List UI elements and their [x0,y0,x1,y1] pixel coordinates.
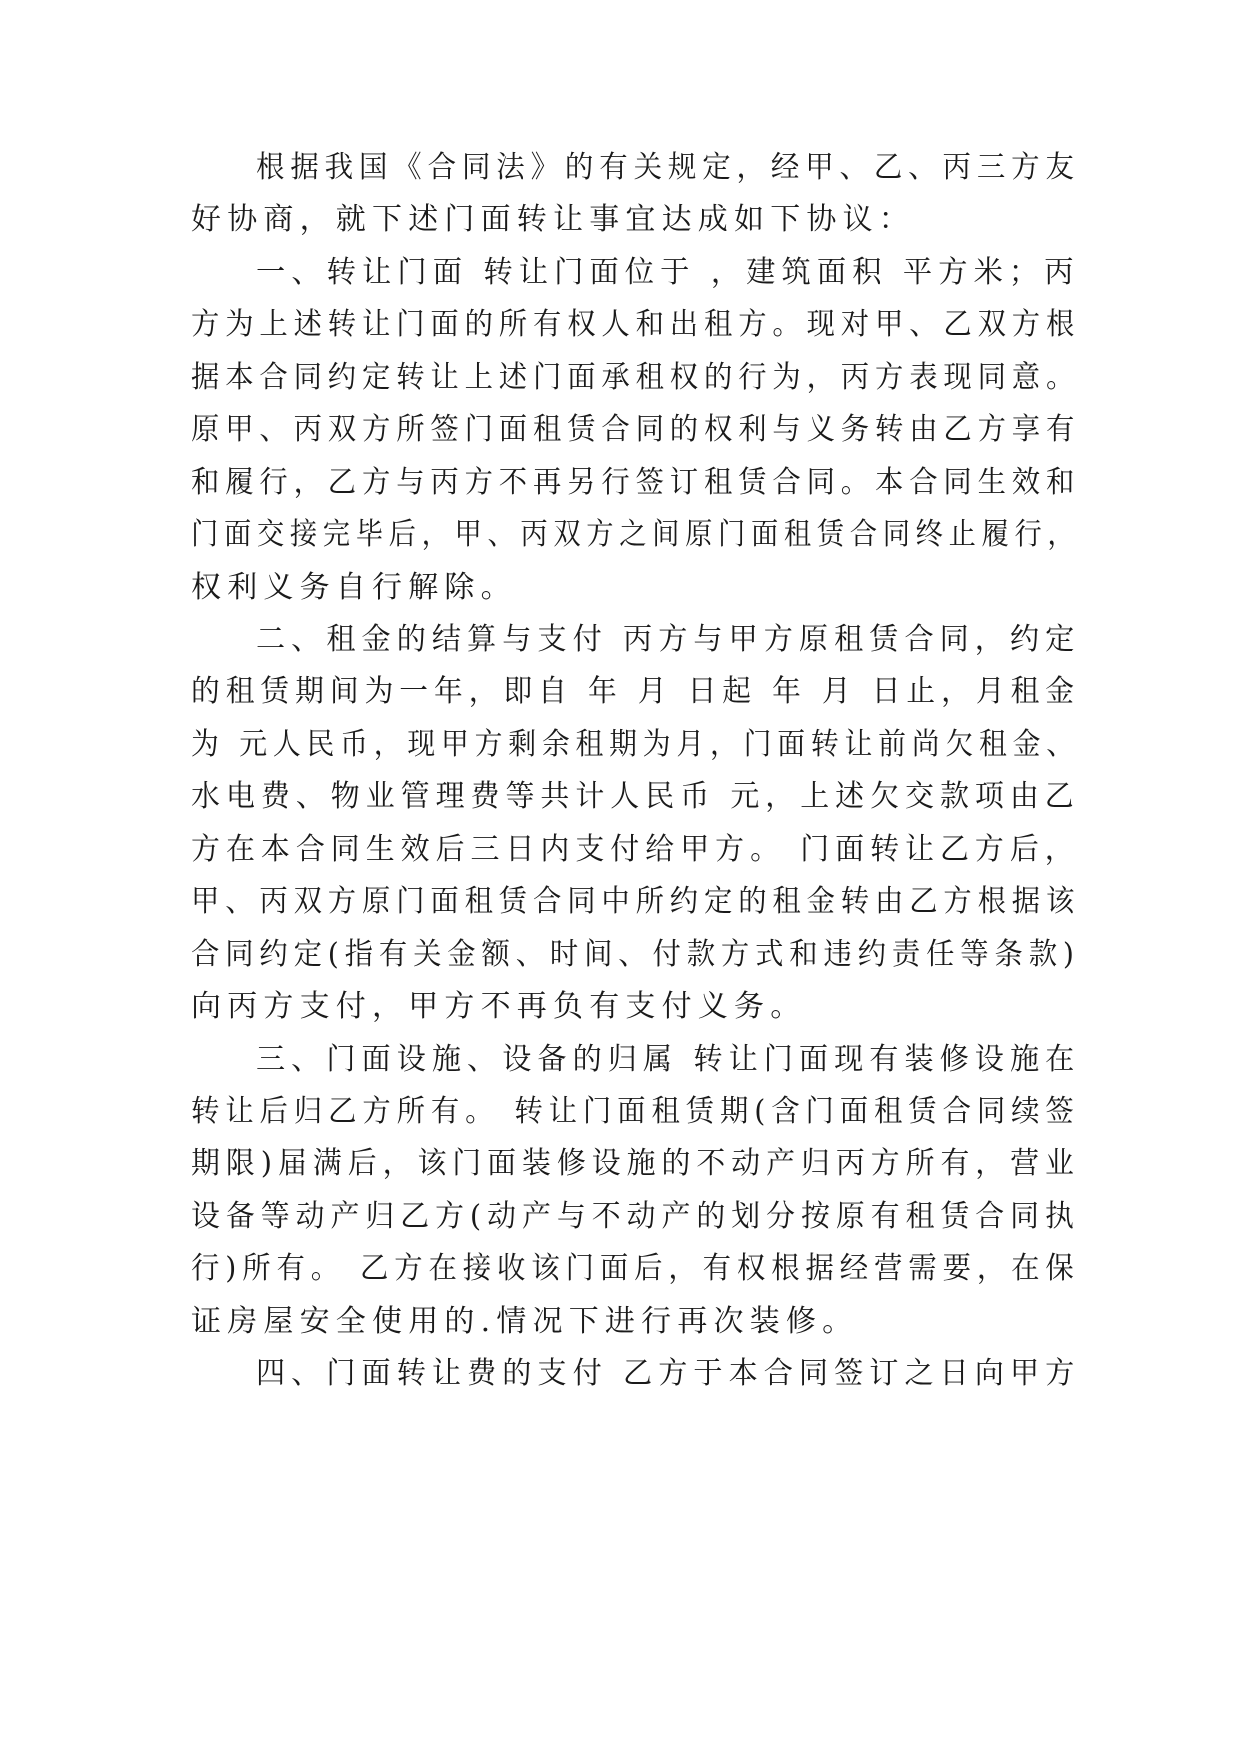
text-line: 方为上述转让门面的所有权人和出租方。现对甲、乙双方根 [191,307,1081,342]
text-line: 甲、丙双方原门面租赁合同中所约定的租金转由乙方根据该 [191,884,1081,919]
text-line: 三、门面设施、设备的归属 转让门面现有装修设施在 [256,1042,1081,1077]
text-line: 权利义务自行解除。 [191,570,517,605]
text-line: 好协商，就下述门面转让事宜达成如下协议： [191,202,915,237]
text-line: 原甲、丙双方所签门面租赁合同的权利与义务转由乙方享有 [191,412,1081,447]
text-line: 期限)届满后，该门面装修设施的不动产归丙方所有，营业 [191,1146,1080,1181]
text-line: 据本合同约定转让上述门面承租权的行为，丙方表现同意。 [191,360,1081,395]
text-line: 和履行，乙方与丙方不再另行签订租赁合同。本合同生效和 [191,465,1081,500]
text-line: 四、门面转让费的支付 乙方于本合同签订之日向甲方 [256,1356,1081,1391]
text-line: 根据我国《合同法》的有关规定，经甲、乙、丙三方友 [256,150,1080,185]
text-line: 转让后归乙方所有。 转让门面租赁期(含门面租赁合同续签 [191,1094,1080,1129]
text-line: 水电费、物业管理费等共计人民币 元，上述欠交款项由乙 [191,779,1080,814]
text-line: 行)所有。 乙方在接收该门面后，有权根据经营需要，在保 [191,1251,1080,1286]
text-line: 合同约定(指有关金额、时间、付款方式和违约责任等条款) [191,937,1080,972]
text-line: 设备等动产归乙方(动产与不动产的划分按原有租赁合同执 [191,1199,1080,1234]
text-line: 的租赁期间为一年，即自 年 月 日起 年 月 日止，月租金 [191,674,1081,709]
text-line: 二、租金的结算与支付 丙方与甲方原租赁合同，约定 [256,622,1081,657]
text-line: 证房屋安全使用的.情况下进行再次装修。 [191,1304,859,1339]
text-line: 为 元人民币，现甲方剩余租期为月，门面转让前尚欠租金、 [191,727,1080,762]
text-line: 一、转让门面 转让门面位于 ，建筑面积 平方米；丙 [256,255,1080,290]
text-line: 门面交接完毕后，甲、丙双方之间原门面租赁合同终止履行， [191,517,1081,552]
text-line: 方在本合同生效后三日内支付给甲方。 门面转让乙方后， [191,832,1080,867]
text-line: 向丙方支付，甲方不再负有支付义务。 [191,989,807,1024]
